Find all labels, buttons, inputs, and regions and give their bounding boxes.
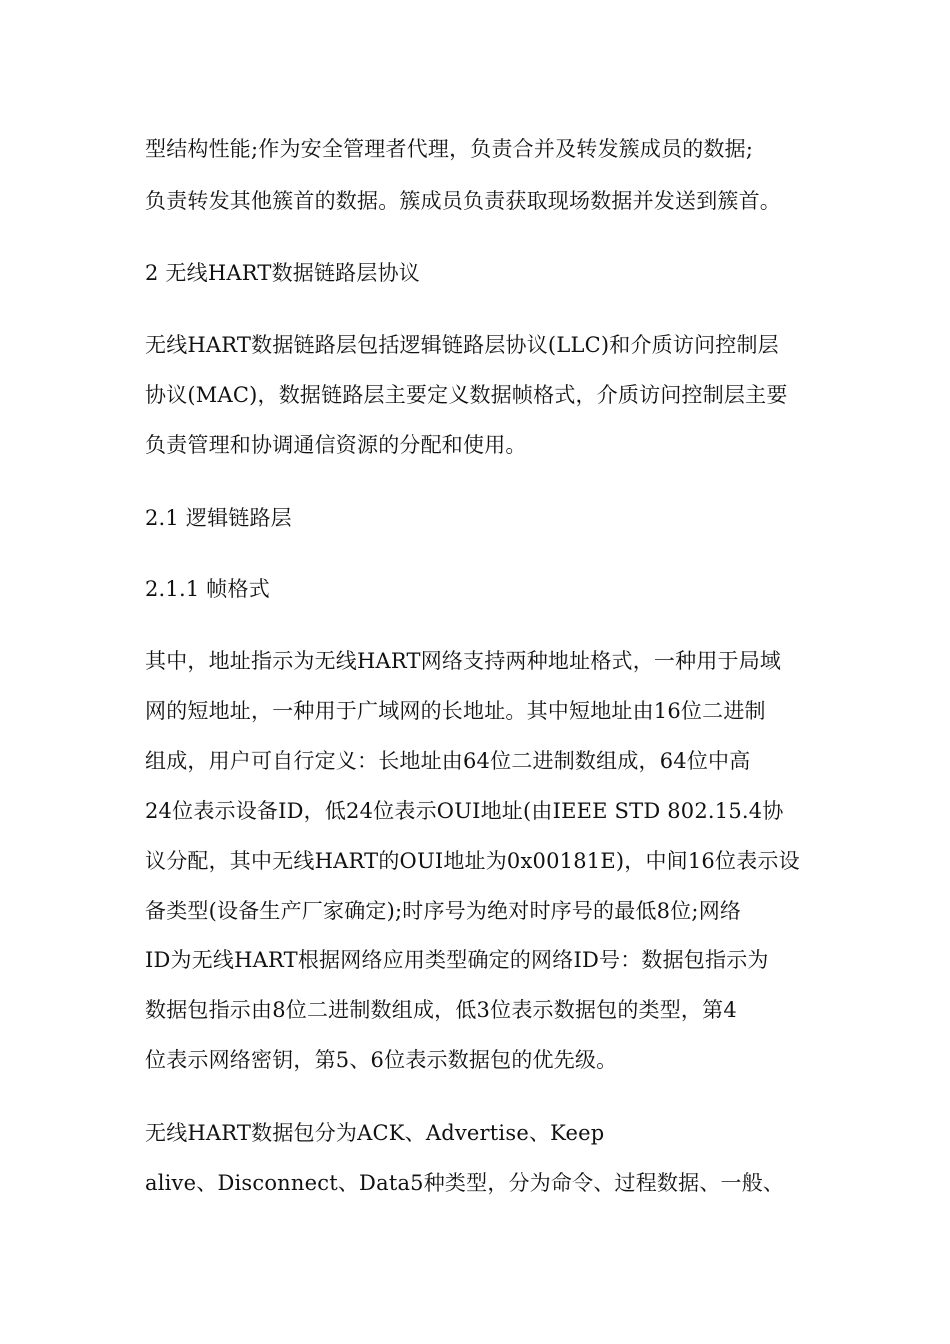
section-heading-2-1-1: 2.1.1 帧格式 xyxy=(145,577,270,601)
text-line: 负责转发其他簇首的数据。簇成员负责获取现场数据并发送到簇首。 xyxy=(145,189,781,213)
text-line: 负责管理和协调通信资源的分配和使用。 xyxy=(145,433,527,457)
text-line: 数据包指示由8位二进制数组成，低3位表示数据包的类型，第4 xyxy=(145,998,737,1022)
text-line: 网的短地址，一种用于广域网的长地址。其中短地址由16位二进制 xyxy=(145,699,766,723)
text-line: 无线HART数据链路层包括逻辑链路层协议(LLC)和介质访问控制层 xyxy=(145,333,779,357)
section-heading-2: 2 无线HART数据链路层协议 xyxy=(145,261,420,285)
text-line: 组成，用户可自行定义：长地址由64位二进制数组成，64位中高 xyxy=(145,749,751,773)
text-line: 议分配，其中无线HART的OUI地址为0x00181E)，中间16位表示设 xyxy=(145,849,800,873)
text-line: alive、Disconnect、Data5种类型，分为命令、过程数据、一般、 xyxy=(145,1171,785,1195)
text-line: 24位表示设备ID，低24位表示OUI地址(由IEEE STD 802.15.4协 xyxy=(145,799,784,823)
text-line: 型结构性能;作为安全管理者代理，负责合并及转发簇成员的数据; xyxy=(145,137,754,161)
text-line: 位表示网络密钥，第5、6位表示数据包的优先级。 xyxy=(145,1048,618,1072)
section-heading-2-1: 2.1 逻辑链路层 xyxy=(145,506,292,530)
text-line: 协议(MAC)，数据链路层主要定义数据帧格式，介质访问控制层主要 xyxy=(145,383,788,407)
text-line: 无线HART数据包分为ACK、Advertise、Keep xyxy=(145,1121,605,1145)
text-line: 其中，地址指示为无线HART网络支持两种地址格式，一种用于局域 xyxy=(145,649,782,673)
text-line: ID为无线HART根据网络应用类型确定的网络ID号：数据包指示为 xyxy=(145,948,769,972)
text-line: 备类型(设备生产厂家确定);时序号为绝对时序号的最低8位;网络 xyxy=(145,899,742,923)
